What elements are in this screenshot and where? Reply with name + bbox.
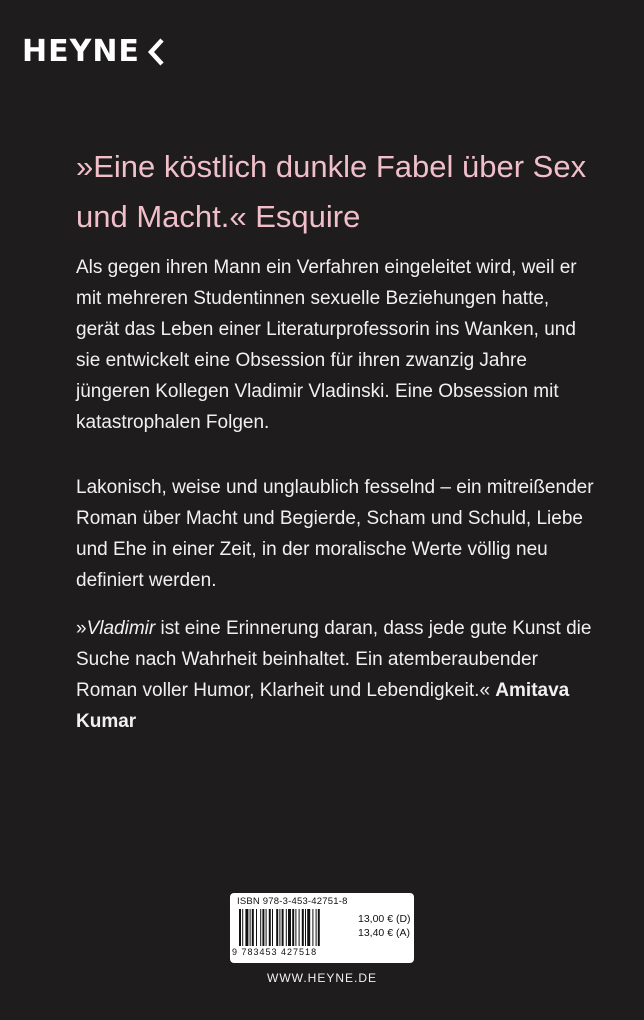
book-title: Vladimir xyxy=(86,618,156,639)
publisher-logo xyxy=(22,34,166,69)
barcode-label xyxy=(230,893,414,963)
barcode-digits: 9 783453 427518 xyxy=(232,947,318,957)
logo-text: HEYNE xyxy=(22,34,140,69)
quote-open: » xyxy=(76,618,87,639)
blurb-paragraph-2: Lakonisch, weise und unglaublich fesselnd – ein mitreißender Roman über Macht und Begierde, Scham und Schuld, Liebe und Ehe in einer Zeit, in der moralische Werte völlig neu definiert werden. xyxy=(76,477,594,591)
isbn-number: ISBN 978-3-453-42751-8 xyxy=(237,896,348,907)
price-germany: 13,00 € (D) xyxy=(358,913,411,925)
price-austria: 13,40 € (A) xyxy=(358,927,410,939)
blurb-paragraph-1: Als gegen ihren Mann ein Verfahren eingeleitet wird, weil er mit mehreren Studentinnen sexuelle Beziehungen hatte, gerät das Leben einer Literaturprofessorin ins Wanken, und sie entwickelt eine Obsession für ihren zwanzig Jahre jüngeren Kollegen Vladimir Vladinski. Eine Obsession mit katastrophalen Folgen. xyxy=(76,257,577,433)
chevron-left-icon xyxy=(146,37,166,67)
quote-author: Amitava Kumar xyxy=(76,680,570,732)
publisher-website: WWW.HEYNE.DE xyxy=(267,971,377,985)
quote-text: ist eine Erinnerung daran, dass jede gute Kunst die Suche nach Wahrheit beinhaltet. Ein atemberaubender Roman voller Humor, Klarheit und Lebendigkeit.« xyxy=(76,618,592,701)
headline-quote: »Eine köstlich dunkle Fabel über Sex und Macht.« Esquire xyxy=(76,149,587,234)
barcode-icon xyxy=(239,909,349,946)
review-quote xyxy=(76,613,596,737)
